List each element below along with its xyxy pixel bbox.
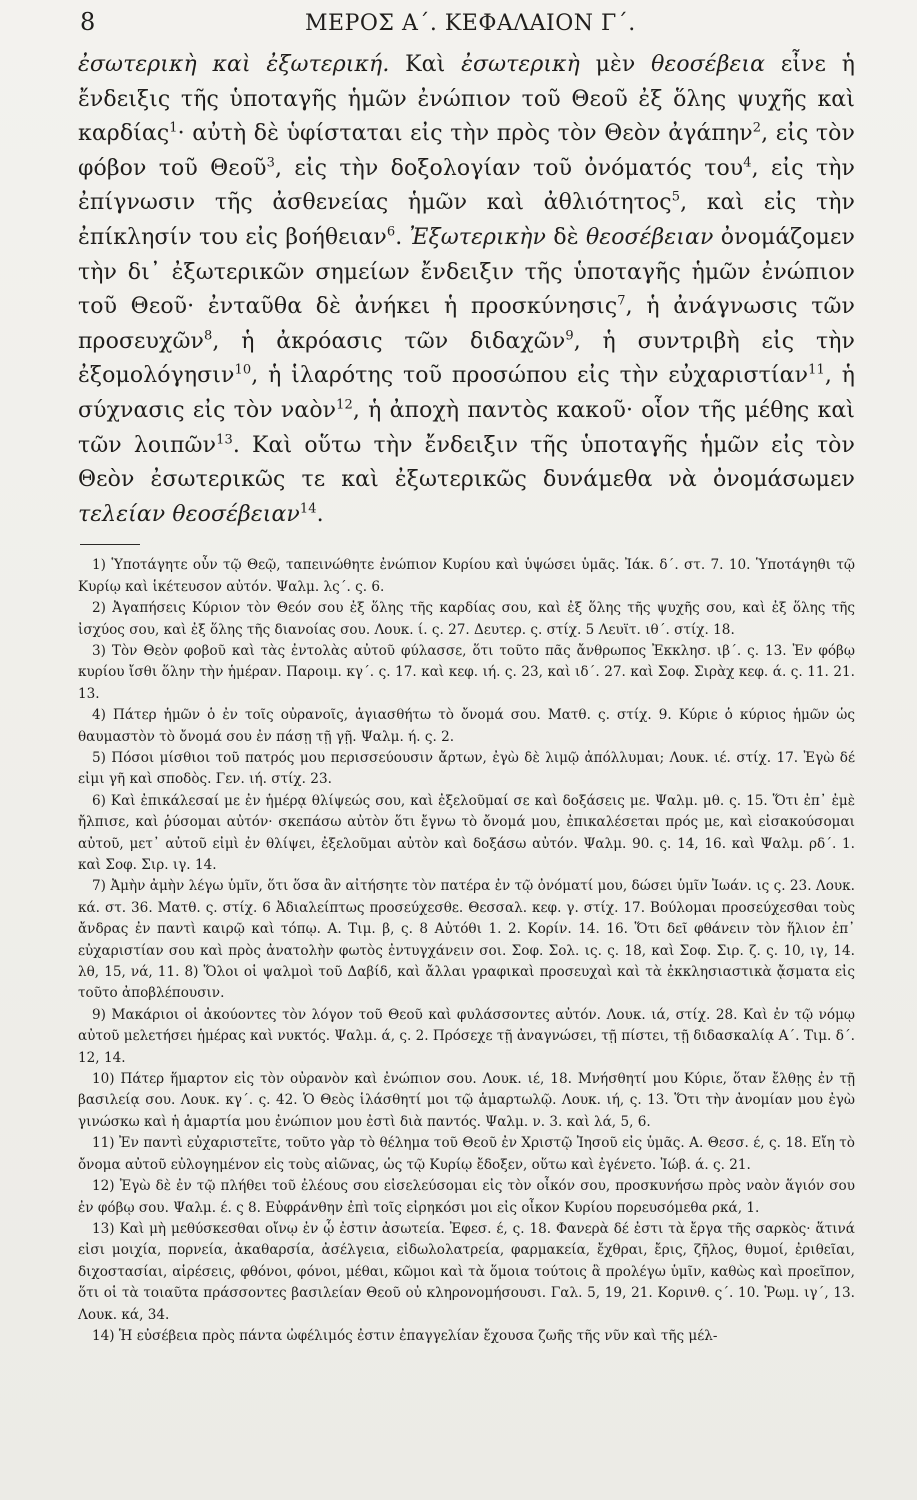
- body-text: · αὐτὴ δὲ ὑφίσταται εἰς τὴν πρὸς τὸν Θεὸν ἀγάπην: [177, 121, 753, 147]
- footnote-ref: 4: [743, 155, 752, 171]
- body-text: ἐσωτερικὴ καὶ ἐξωτερική.: [78, 52, 390, 77]
- body-text: δὲ: [546, 224, 586, 250]
- body-text: θεοσέβεια: [651, 52, 766, 77]
- footnotes: [78, 555, 855, 1347]
- footnote: 6) Καὶ ἐπικάλεσαί με ἐν ἡμέρᾳ θλίψεώς σου, καὶ ἐξελοῦμαί σε καὶ δοξάσεις με. Ψαλμ. μθ. ς. 15. Ὅτι ἐπ᾽ ἐμὲ ἤλπισε, καὶ ῥύσομαι αὐτόν· σκεπάσω αὐτὸν ὅτι ἔγνω τὸ ὄνομά μου, ἐπικαλέσεται πρός με, καὶ εἰσακούσομαι αὐτοῦ, μετ᾽ αὐτοῦ εἰμὶ ἐν θλίψει, ἐξελοῦμαι αὐτὸν καὶ δοξάσω αὐτόν. Ψαλμ. 90. ς. 14, 16. καὶ Ψαλμ. ρδ΄. 1. καὶ Σοφ. Σιρ. ιγ. 14.: [78, 792, 855, 873]
- footnote: 11) Ἐν παντὶ εὐχαριστεῖτε, τοῦτο γὰρ τὸ θέλημα τοῦ Θεοῦ ἐν Χριστῷ Ἰησοῦ εἰς ὑμᾶς. Α. Θεσσ. έ, ς. 18. Εἴη τὸ ὄνομα αὐτοῦ εὐλογημένον εἰς τοὺς αἰῶνας, ὡς τῷ Κυρίῳ ἔδοξεν, οὕτω καὶ ἐγένετο. Ἰώβ. ά. ς. 21.: [78, 1135, 855, 1173]
- footnote-divider: [80, 544, 140, 545]
- footnote-ref: 13: [216, 432, 233, 448]
- body-text: Καὶ: [389, 52, 462, 77]
- body-text: ἐσωτερικὴ: [461, 52, 580, 77]
- footnote-ref: 8: [203, 328, 213, 344]
- body-text: εἶνε ἡ ἔνδειξις τῆς ὑποταγῆς ἡμῶν ἐνώπιον τοῦ Θεοῦ ἐξ ὅλης ψυχῆς καὶ καρδίας: [78, 52, 856, 147]
- footnote: 13) Καὶ μὴ μεθύσκεσθαι οἴνῳ ἐν ᾧ ἐστιν ἀσωτεία. Ἐφεσ. έ, ς. 18. Φανερὰ δέ ἐστι τὰ ἔργα τῆς σαρκὸς· ἅτινά εἰσι μοιχία, πορνεία, ἀκαθαρσία, ἀσέλγεια, εἰδωλολατρεία, φαρμακεία, ἔχθραι, ἔρις, ζῆλος, θυμοί, ἐριθεῖαι, διχοστασίαι, αἱρέσεις, φθόνοι, φόνοι, μέθαι, κῶμοι καὶ τὰ ὅμοια τούτοις ἃ προλέγω ὑμῖν, καθὼς καὶ προεῖπον, ὅτι οἱ τὰ τοιαῦτα πράσσοντες βασιλείαν Θεοῦ οὐ κληρονομήσουσι. Γαλ. 5, 19, 21. Κορινθ. ς΄. 10. Ῥωμ. ιγ΄, 13. Λουκ. κά, 34.: [78, 1220, 855, 1323]
- body-text: Ἐξωτερικὴν: [409, 224, 547, 250]
- footnote-ref: 12: [336, 397, 353, 413]
- footnote: 2) Ἀγαπήσεις Κύριον τὸν Θεόν σου ἐξ ὅλης τῆς καρδίας σου, καὶ ἐξ ὅλης τῆς ψυχῆς σου, καὶ ἐξ ὅλης τῆς ἰσχύος σου, καὶ ἐξ ὅλης τῆς διανοίας σου. Λουκ. ί. ς. 27. Δευτερ. ς. στίχ. 5 Λευϊτ. ιθ΄. στίχ. 18.: [78, 600, 855, 638]
- page-header: [78, 8, 855, 48]
- footnote: 3) Τὸν Θεὸν φοβοῦ καὶ τὰς ἐντολὰς αὐτοῦ φύλασσε, ὅτι τοῦτο πᾶς ἄνθρωπος Ἐκκλησ. ιβ΄. ς. 13. Ἐν φόβῳ κυρίου ἴσθι ὅλην τὴν ἡμέραν. Παροιμ. κγ΄. ς. 17. καὶ κεφ. ιή. ς. 23, καὶ ιδ΄. 27. καὶ Σοφ. Σιρὰχ κεφ. ά. ς. 11. 21. 13.: [78, 642, 855, 702]
- footnote: 14) Ἡ εὐσέβεια πρὸς πάντα ὠφέλιμός ἐστιν ἐπαγγελίαν ἔχουσα ζωῆς τῆς νῦν καὶ τῆς μέλ-: [92, 1327, 718, 1344]
- footnote-ref: 1: [169, 120, 178, 136]
- footnote-ref: 9: [565, 328, 574, 344]
- body-text: , ἡ σύχνασις εἰς τὸν ναὸν: [78, 363, 856, 423]
- footnote: 12) Ἐγὼ δὲ ἐν τῷ πλήθει τοῦ ἐλέους σου εἰσελεύσομαι εἰς τὸν οἶκόν σου, προσκυνήσω πρὸς ναὸν ἅγιόν σου ἐν φόβῳ σου. Ψαλμ. έ. ς 8. Εὐφράνθην ἐπὶ τοῖς εἰρηκόσι μοι εἰς οἶκον Κυρίου πορευσόμεθα ρκά, 1.: [78, 1178, 855, 1216]
- body-text: θεοσέβειαν: [585, 224, 714, 250]
- body-text: , ἡ ἀνάγνωσις τῶν προσευχῶν: [78, 294, 855, 354]
- footnote: 7) Ἀμὴν ἀμὴν λέγω ὑμῖν, ὅτι ὅσα ἂν αἰτήσητε τὸν πατέρα ἐν τῷ ὀνόματί μου, δώσει ὑμῖν Ἰωάν. ις ς. 23. Λουκ. κά. στ. 36. Ματθ. ς. στίχ. 6 Ἀδιαλείπτως προσεύχεσθε. Θεσσαλ. κεφ. γ. στίχ. 17. Βούλομαι προσεύχεσθαι τοὺς ἄνδρας ἐν παντὶ καιρῷ καὶ τόπῳ. Α. Τιμ. β, ς. 8 Αὐτόθι 1. 2. Κορίν. 14. 16. Ὅτι δεῖ φθάνειν τὸν ἥλιον ἐπ᾽ εὐχαριστίαν σου καὶ πρὸς ἀνατολὴν φωτὸς ἐντυγχάνειν σοι. Σοφ. Σολ. ις. ς. 18, καὶ Σοφ. Σιρ. ζ. ς. 10, ιγ, 14. λθ, 15, νά, 11. 8) Ὅλοι οἱ ψαλμοὶ τοῦ Δαβίδ, καὶ ἄλλαι γραφικαὶ προσευχαὶ καὶ τὰ ἐκκλησιαστικὰ ᾄσματα εἰς τοῦτο ἀποβλέπουσιν.: [78, 878, 855, 1002]
- body-text: μὲν: [579, 52, 652, 77]
- body-text: , εἰς τὴν ἐπίγνωσιν τῆς ἀσθενείας ἡμῶν καὶ ἀθλιότητος: [78, 155, 856, 216]
- main-paragraph: [78, 48, 855, 532]
- footnote: 10) Πάτερ ἥμαρτον εἰς τὸν οὐρανὸν καὶ ἐνώπιον σου. Λουκ. ιέ, 18. Μνήσθητί μου Κύριε, ὅταν ἔλθῃς ἐν τῇ βασιλείᾳ σου. Λουκ. κγ΄. ς. 42. Ὁ Θεὸς ἱλάσθητί μοι τῷ ἁμαρτωλῷ. Λουκ. ιή, ς. 13. Ὅτι τὴν ἀνομίαν μου ἐγὼ γινώσκω καὶ ἡ ἁμαρτία μου ἐνώπιον μου ἐστὶ διὰ παντός. Ψαλμ. ν. 3. καὶ λά, 5, 6.: [78, 1071, 855, 1130]
- footnote-ref: 14: [299, 501, 317, 517]
- body-text: .: [395, 224, 410, 250]
- body-text: , ἡ ἱλαρότης τοῦ προσώπου εἰς τὴν εὐχαριστίαν: [251, 363, 809, 389]
- footnote: 9) Μακάριοι οἱ ἀκούοντες τὸν λόγον τοῦ Θεοῦ καὶ φυλάσσοντες αὐτόν. Λουκ. ιά, στίχ. 28. Καὶ ἐν τῷ νόμῳ αὐτοῦ μελετήσει ἡμέρας καὶ νυκτός. Ψαλμ. ά, ς. 2. Πρόσεχε τῇ ἀναγνώσει, τῇ πίστει, τῇ διδασκαλίᾳ Α΄. Τιμ. δ΄. 12, 14.: [78, 1006, 855, 1066]
- body-text: , ἡ ἀκρόασις τῶν διδαχῶν: [212, 328, 566, 354]
- body-text: τελείαν θεοσέβειαν: [78, 501, 300, 527]
- footnote: 1) Ὑποτάγητε οὖν τῷ Θεῷ, ταπεινώθητε ἐνώπιον Κυρίου καὶ ὑψώσει ὑμᾶς. Ἰάκ. δ΄. στ. 7. 10. Ὑποτάγηθι τῷ Κυρίῳ καὶ ἱκέτευσον αὐτόν. Ψαλμ. λς΄. ς. 6.: [78, 557, 855, 595]
- footnote-ref: 11: [808, 363, 825, 379]
- footnote-ref: 6: [386, 224, 396, 240]
- body-text: , ἡ ἀποχὴ παντὸς κακοῦ· οἷον τῆς μέθης καὶ τῶν λοιπῶν: [78, 397, 856, 458]
- body-text: , εἰς τὴν δοξολογίαν τοῦ ὀνόματός του: [275, 155, 744, 181]
- footnote-ref: 10: [234, 363, 252, 379]
- body-text: ὀνομάζομεν τὴν δι᾽ ἐξωτερικῶν σημείων ἔνδειξιν τῆς ὑποταγῆς ἡμῶν ἐνώπιον τοῦ Θεοῦ· ἐνταῦθα δὲ ἀνήκει ἡ προσκύνησις: [78, 224, 856, 320]
- body-text: . Καὶ οὕτω τὴν ἔνδειξιν τῆς ὑποταγῆς ἡμῶν εἰς τὸν Θεὸν ἐσωτερικῶς τε καὶ ἐξωτερικῶς δυνάμεθα νὰ ὀνομάσωμεν: [78, 432, 855, 493]
- footnote-ref: 3: [266, 155, 275, 171]
- body-text: , ἡ συντριβὴ εἰς τὴν ἐξομολόγησιν: [78, 328, 855, 389]
- footnote-ref: 2: [752, 120, 762, 136]
- body-text: .: [316, 501, 324, 527]
- footnote: 5) Πόσοι μίσθιοι τοῦ πατρός μου περισσεύουσιν ἄρτων, ἐγὼ δὲ λιμῷ ἀπόλλυμαι; Λουκ. ιέ. στίχ. 17. Ἐγὼ δέ εἰμι γῆ καὶ σποδὸς. Γεν. ιή. στίχ. 23.: [78, 749, 855, 788]
- body-text: , εἰς τὸν φόβον τοῦ Θεοῦ: [78, 121, 855, 181]
- body-text: , καὶ εἰς τὴν ἐπίκλησίν του εἰς βοήθειαν: [78, 190, 855, 250]
- footnote: 4) Πάτερ ἡμῶν ὁ ἐν τοῖς οὐρανοῖς, ἁγιασθήτω τὸ ὄνομά σου. Ματθ. ς. στίχ. 9. Κύριε ὁ κύριος ἡμῶν ὡς θαυμαστὸν τὸ ὄνομά σου ἐν πάσῃ τῇ γῇ. Ψαλμ. ή. ς. 2.: [78, 707, 855, 745]
- page-number: 8: [80, 8, 96, 36]
- running-head: ΜΕΡΟΣ Α΄. ΚΕΦΑΛΑΙΟΝ Γ΄.: [305, 11, 636, 36]
- footnote-ref: 7: [617, 293, 626, 309]
- footnote-ref: 5: [671, 190, 681, 206]
